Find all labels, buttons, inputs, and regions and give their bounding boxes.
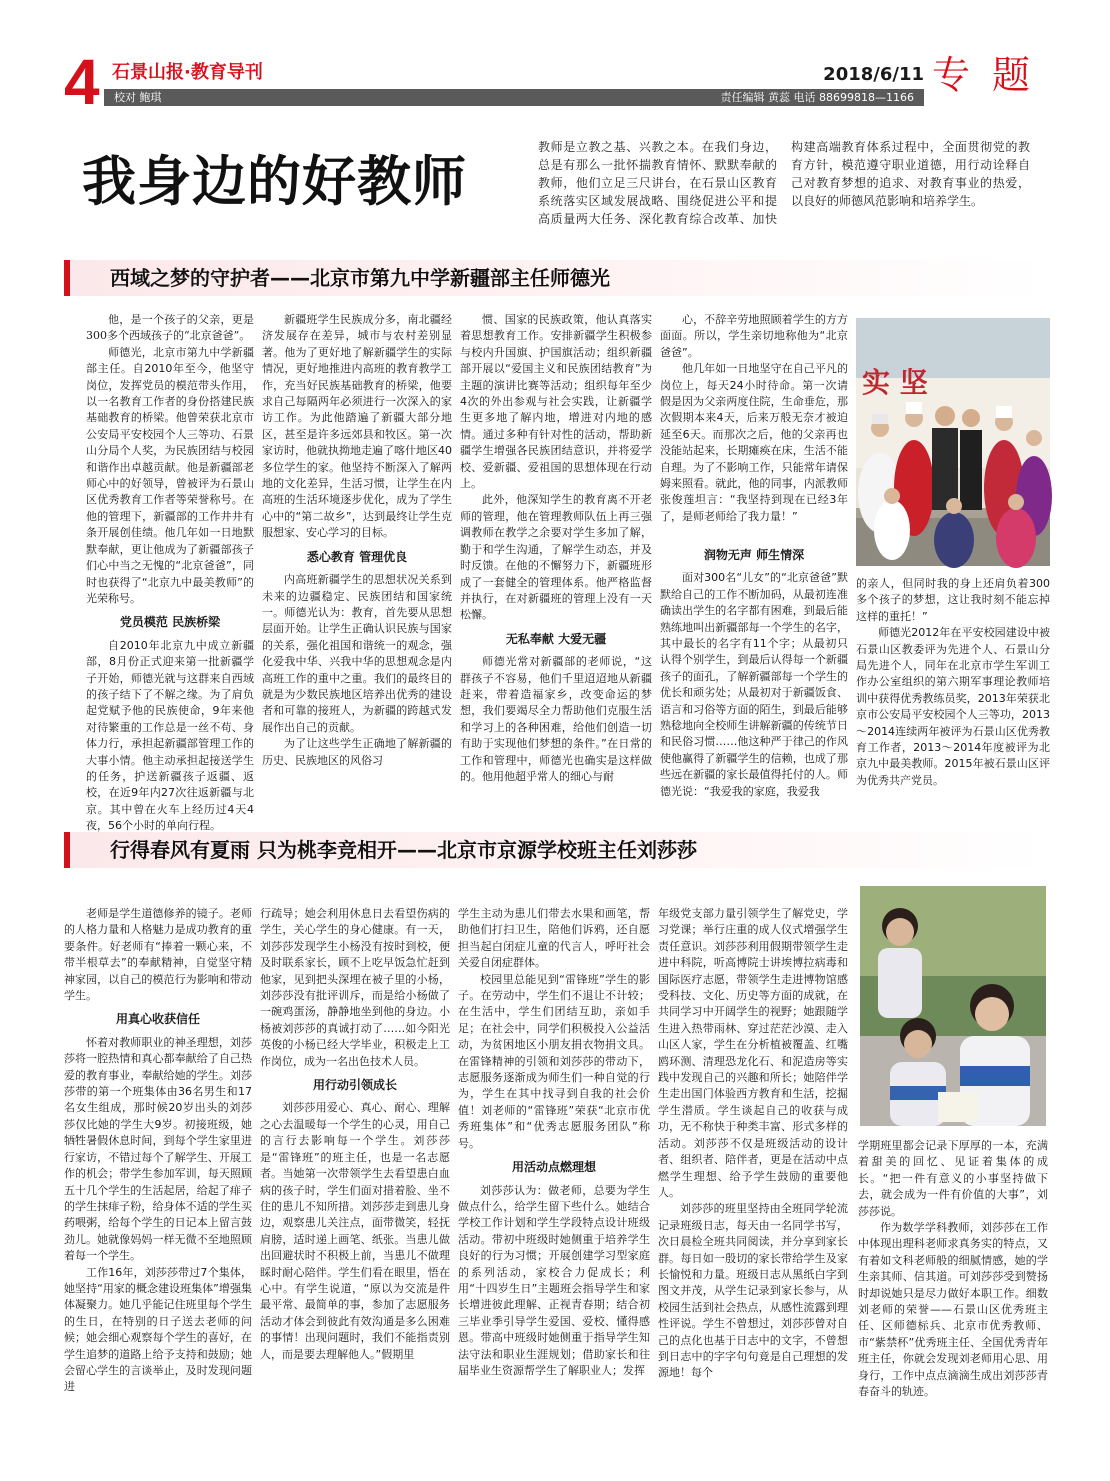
subheading: 润物无声 师生情深 [703, 548, 805, 562]
paragraph: 为了让这些学生正确地了解新疆的历史、民族地区的风俗习 [262, 737, 452, 767]
paragraph: 新疆班学生民族成分多，南北疆经济发展存在差异，城市与农村差别显著。他为了更好地了解新疆学生的实际情况，更好地推进内高班的教育教学工作，充当好民族基础教育的桥梁，他要求自己每隔两年必须进行一次深入的家访工作。为此他踏遍了新疆大部分地区，甚至是许多远郊县和牧区。第一次家访时，他就执拗地走遍了喀什地区40多位学生的家。他坚持不断深入了解两地的文化差异，生活习惯，让学生在内高班的生活环境逐步优化，成为了学生心中的“第二故乡”，达到最终让学生克服想家、安心学习的目标。 [262, 313, 452, 540]
intro-paragraph: 教师是立教之基、兴教之本。在我们身边，总是有那么一批怀揣教育情怀、默默奉献的教师，他们立足三尺讲台，在石景山区教育系统落实区域发展战略、围绕促进公平和提高质量两大任务、深化教育综合改革、加快构建高端教育体系过程中，全面贯彻党的教育方针，模范遵守职业道德，用行动诠释自己对教育梦想的追求、对教育事业的热爱，以良好的师德风范影响和培养学生。 [538, 140, 1030, 226]
article1-photo [856, 318, 1050, 566]
paragraph: 工作16年，刘莎莎带过7个集体，她坚持“用家的概念建设班集体”增强集体凝聚力。她几乎能记住班里每个学生的生日，在特别的日子送去老师的问候；她会细心观察每个学生的喜好，在学生追梦的道路上给予支持和鼓励；她会留心学生的言谈举止，及时发现问题进 [64, 1265, 252, 1394]
paragraph: 刘莎莎用爱心、真心、耐心、理解之心去温暖每一个学生的心灵，用自己的言行去影响每一个学生。刘莎莎是“雷锋班”的班主任，也是一名志愿者。当她第一次带领学生去看望患白血病的孩子时，学生们面对措着脸、坐不住的患儿不知所措。刘莎莎走到患儿身边，观察患儿关注点，面带微笑，轻抚肩膀，适时递上画笔、纸张。当患儿做出回避状时不积极上前，当患儿不做理睬时耐心陪伴。学生们看在眼里，悟在心中。有学生说道，“原以为交流是件最平常、最简单的事，参加了志愿服务活动才体会到彼此有效沟通是多么困难的事情！出现问题时，我们不能指责别人，而是要去理解他人。”假期里 [260, 1101, 450, 1361]
paragraph: 师德光，北京市第九中学新疆部主任。自2010年至今，他坚守岗位，发挥党员的模范带头作用，以一名教育工作者的身份搭建民族基础教育的桥梁。他曾荣获北京市公安局平安校园个人三等功、石景山分局个人奖，为民族团结与校园和谐作出卓越贡献。他是新疆部老师心中的好领导，曾被评为石景山区优秀教育工作者等荣誉称号。在他的管理下，新疆部的工作井井有条开展创佳绩。他几年如一日地默默奉献，更让他成为了新疆部孩子们心中当之无愧的“北京爸爸”，同时也获得了“北京九中最美教师”的光荣称号。 [86, 345, 254, 605]
article2-column-5 [858, 1138, 1048, 1446]
photo-sign-text: 实 坚 [862, 366, 928, 399]
paragraph: 学生主动为患儿们带去水果和画笔，帮助他们打扫卫生，陪他们诉鸦，还自愿担当起白闭症儿童的代言人，呼吁社会关爱自闭症群体。 [458, 907, 650, 970]
proofreader-credit: 校对 鲍琪 [114, 91, 162, 104]
page-headline: 我身边的好教师 [82, 150, 467, 213]
paragraph: 学期班里都会记录下厚厚的一本，充满着甜美的回忆、见证着集体的成长。“把一件有意义的小事坚持做下去，就会成为一件有价值的大事”，刘莎莎说。 [858, 1139, 1048, 1218]
page-number: 4 [64, 46, 100, 118]
paragraph: 师德光2012年在平安校园建设中被石景山区教委评为先进个人、石景山分局先进个人，同年在北京市学生军训工作办公室组织的第六期军事理论教师培训中获得优秀教练员奖，2013年荣获北京市公安局平安校园个人三等功，2013～2014连续两年被评为石景山区优秀教育工作者，2013～2014年度被评为北京九中最美教师。2015年被石景山区评为优秀共产党员。 [856, 626, 1050, 787]
issue-date: 2018/6/11 [823, 64, 924, 85]
section-label: 专题 [932, 53, 1053, 97]
paragraph: 老师是学生道德修养的镜子。老师的人格力量和人格魅力是成功教育的重要条件。好老师有“捧着一颗心来，不带半根草去”的奉献精神，自觉坚守精神家园，以自己的模范行为影响和带动学生。 [64, 907, 252, 1003]
article1-title: 西域之梦的守护者——北京市第九中学新疆部主任师德光 [110, 266, 610, 290]
paragraph: 此外，他深知学生的教育离不开老师的管理，他在管理教师队伍上再三强调教师在教学之余要对学生多加了解，勤于和学生沟通，了解学生动态，并及时反馈。在他的不懈努力下，新疆班形成了一套健全的管理体系。他严格监督并执行，在对新疆班的管理上没有一天松懈。 [460, 493, 652, 622]
article2-title-bar [64, 832, 1050, 868]
paragraph: 校园里总能见到“雷锋班”学生的影子。在劳动中，学生们不退让不计较；在生活中，学生们团结互助，亲如手足；在社会中，同学们积极投入公益活动，为贫困地区小朋友捐衣物捐文具。在雷锋精神的引领和刘莎莎的带动下，志愿服务逐渐成为师生们一种自觉的行为，学生在其中找寻到自我的社会价值！刘老师的“雷锋班”荣获“北京市优秀班集体”和“优秀志愿服务团队”称号。 [458, 972, 650, 1150]
paragraph: 刘莎莎的班里坚持由全班同学轮流记录班级日志，每天由一名同学书写，次日晨检全班共同阅读，并分享到家长群。每日如一殷切的家长带给学生及家长愉悦和力量。班级日志从黑纸白字到图文并茂，从学生记录到家长参与，从校园生活到社会热点，从感性流露到理性评说。学生不曾想过，刘莎莎曾对自己的点化也基于日志中的文字，不曾想到日志中的字字句句竟是自己理想的发源地！每个 [658, 1202, 848, 1380]
paragraph: 怀着对教师职业的神圣理想，刘莎莎将一腔热情和真心都奉献给了自己热爱的教育事业，奉献给她的学生。刘莎莎带的第一个班集体由36名男生和17名女生组成，那时候20岁出头的刘莎莎仅比她的学生大9岁。初接班级，她牺牲暑假休息时间，到每个学生家里进行家访，不错过每个了解学生、开展工作的机会；带学生参加军训，每天照顾五十几个学生的生活起居，给起了痱子的学生抹痱子粉，给身体不适的学生买药喂粥，给每个学生的日记本上留言鼓劲儿。她就像妈妈一样无微不至地照顾着每一个学生。 [64, 1035, 252, 1263]
paper-name: 石景山报·教育导刊 [112, 62, 263, 83]
article2-photo-image [860, 886, 1046, 1126]
paragraph: 年级党支部力量引领学生了解党史，学习党课；举行庄重的成人仪式增强学生责任意识。刘莎莎利用假期带领学生走进中科院，听高博院士讲埃博拉病毒和国际医疗志愿，带领学生走进博物馆感受科技、文化、历史等方面的成就，在共同学习中开阔学生的视野；她跟随学生进入热带雨林、穿过茫茫沙漠、走入山区人家，学生在分析植被覆盖、红嘴鸥环测、清理恐龙化石、和泥造房等实践中发现自己的兴趣和所长；她陪伴学生走出国门体验西方教育和生活，挖掘学生潜质。学生谈起自己的收获与成功，无不称快于种类丰富、形式多样的活动。刘莎莎不仅是班级活动的设计者、组织者、陪伴者，更是在活动中点燃学生理想、给予学生鼓励的重要他人。 [658, 907, 848, 1199]
paragraph: 师德光常对新疆部的老师说，“这群孩子不容易，他们千里迢迢地从新疆赶来，带着造福家乡，改变命运的梦想，我们要竭尽全力帮助他们克服生活和学习上的各种困难，给他们创造一切有助于实现他们梦想的条件。”在日常的工作和管理中，师德光也确实是这样做的。他用他超乎常人的细心与耐 [460, 655, 652, 783]
article2-column-1 [64, 906, 252, 1446]
paragraph: 心，不辞辛劳地照顾着学生的方方面面。所以，学生亲切地称他为“北京爸爸”。 [660, 313, 848, 359]
subheading: 党员模范 民族桥梁 [119, 615, 221, 630]
paragraph: 的亲人，但同时我的身上还肩负着300多个孩子的梦想，这让我时刻不能忘掉这样的重托！” [856, 577, 1050, 623]
subheading: 用真心收获信任 [115, 1012, 200, 1027]
subheading: 用活动点燃理想 [511, 1160, 596, 1175]
paragraph: 面对300名“儿女”的“北京爸爸”默默给自己的工作不断加码，从最初连准确读出学生的名字都有困难，到最后能熟练地叫出新疆部每一个学生的名字，其中最长的名字有11个字；从最初只认得个别学生，到最后认得每一个新疆孩子的面孔，了解新疆部每一个学生的优长和顽劣处；从最初对于新疆饭食、语言和习俗等方面的陌生，到最后能够熟稔地向全校师生讲解新疆的传统节日和民俗习惯……他这种严于律己的作风使他赢得了新疆学生的信赖，也成了那些远在新疆的家长最值得托付的人。师德光说：“我爱我的家庭，我爱我 [660, 571, 848, 798]
article2-photo [860, 886, 1046, 1126]
paragraph: 他，是一个孩子的父亲，更是300多个西域孩子的“北京爸爸”。 [86, 313, 254, 343]
paragraph: 刘莎莎认为：做老师，总要为学生做点什么，给学生留下些什么。她结合学校工作计划和学生学段特点设计班级活动。带初中班级时她侧重于培养学生良好的行为习惯；开展创建学习型家庭的系列活动，家校合力促成长；利用“十四岁生日”主题班会指导学生和家长增进彼此理解、正视青春期；结合初三毕业季引导学生爱国、爱校、懂得感恩。带高中班级时她侧重于指导学生知法守法和职业生涯规划；借助家长和往届毕业生资源帮学生了解职业人；发挥 [458, 1183, 650, 1377]
subheading: 用行动引领成长 [312, 1078, 397, 1093]
article2-title: 行得春风有夏雨 只为桃李竞相开——北京市京源学校班主任刘莎莎 [110, 838, 697, 862]
subheading: 悉心教育 管理优良 [306, 549, 408, 564]
paragraph: 内高班新疆学生的思想状况关系到未来的边疆稳定、民族团结和国家统一。师德光认为：教育，首先要从思想层面开始。让学生正确认识民族与国家的关系，强化祖国和谐统一的观念，强化爱我中华、兴我中华的思想观念是内高班工作的重中之重。我们的最终目的就是为少数民族地区培养出优秀的建设者和可靠的接班人，为新疆的跨越式发展作出自己的贡献。 [262, 573, 452, 734]
paragraph: 自2010年北京九中成立新疆部，8月份正式迎来第一批新疆学子开始，师德光就与这群来自西域的孩子结下了不解之缘。为了肩负起党赋予他的民族使命，9年来他对待繁重的工作总是一丝不苟、身体力行，承担起新疆部管理工作的大事小情。他主动承担起接送学生的任务，护送新疆孩子返疆、返校，在近9年内27次往返新疆与北京。其中曾在火车上经历过4天4夜，56个小时的单向行程。 [86, 638, 254, 833]
article2-column-3 [458, 906, 650, 1446]
article2-column-4 [658, 906, 848, 1446]
article1-column-4 [660, 540, 848, 812]
paragraph: 行疏导；她会利用休息日去看望伤病的学生，关心学生的身心健康。有一天，刘莎莎发现学生小杨没有按时到校，便及时联系家长，顾不上吃早饭急忙赶到他家，见到把头深埋在被子里的小杨，刘莎莎没有批评训斥，而是给小杨做了一碗鸡蛋汤，静静地坐到他的身边。小杨被刘莎莎的真诚打动了……如今阳光英俊的小杨已经大学毕业，积极走上工作岗位，成为一名出色技术人员。 [260, 907, 450, 1068]
article1-column-5 [856, 576, 1050, 812]
article1-column-2 [262, 312, 452, 812]
paragraph: 作为数学学科教师，刘莎莎在工作中体现出理科老师求真务实的特点，又有着如文科老师般的细腻情感，她的学生亲其师、信其道。可刘莎莎受到赞扬时却说她只是尽力做好本职工作。细数刘老师的荣誉——石景山区优秀班主任、区师德标兵、北京市优秀教师、市“紫禁杯”优秀班主任、全国优秀青年班主任，你就会发现刘老师用心思、用身行，工作中点点滴滴生成出刘莎莎青春奋斗的轨迹。 [858, 1221, 1048, 1399]
article1-photo-image [856, 318, 1050, 566]
article1-title-bar [64, 260, 1050, 296]
subheading: 无私奉献 大爱无疆 [505, 631, 607, 646]
article2-column-2 [260, 906, 450, 1446]
article1-column-3 [460, 312, 652, 812]
article1-column-4-top [660, 312, 848, 542]
paragraph: 他几年如一日地坚守在自己平凡的岗位上，每天24小时待命。第一次请假是因为父亲两度住院，生命垂危，那次假期本来4天，后来万般无奈才被迫延至6天。而那次之后，他的父亲再也没能站起来，长期瘫痪在床，生活不能自理。为了不影响工作，只能常年请保姆来照看。就此，他的同事，内派教师张俊莲坦言：“我坚持到现在已经3年了，是师老师给了我力量！” [660, 362, 848, 523]
paragraph: 惯、国家的民族政策，他认真落实着思想教育工作。安排新疆学生积极参与校内升国旗、护国旗活动；组织新疆部开展以“爱国主义和民族团结教育”为主题的演讲比赛等活动；组织每年至少4次的外出参观与社会实践，让新疆学生更多地了解内地，增进对内地的感情。通过多种有针对性的活动，帮助新疆学生增强各民族团结意识，并将爱学校、爱新疆、爱祖国的思想体现在行动上。 [460, 313, 652, 491]
editor-credit: 责任编辑 黄蕊 电话 88699818—1166 [720, 91, 914, 104]
article1-column-1 [86, 312, 254, 833]
